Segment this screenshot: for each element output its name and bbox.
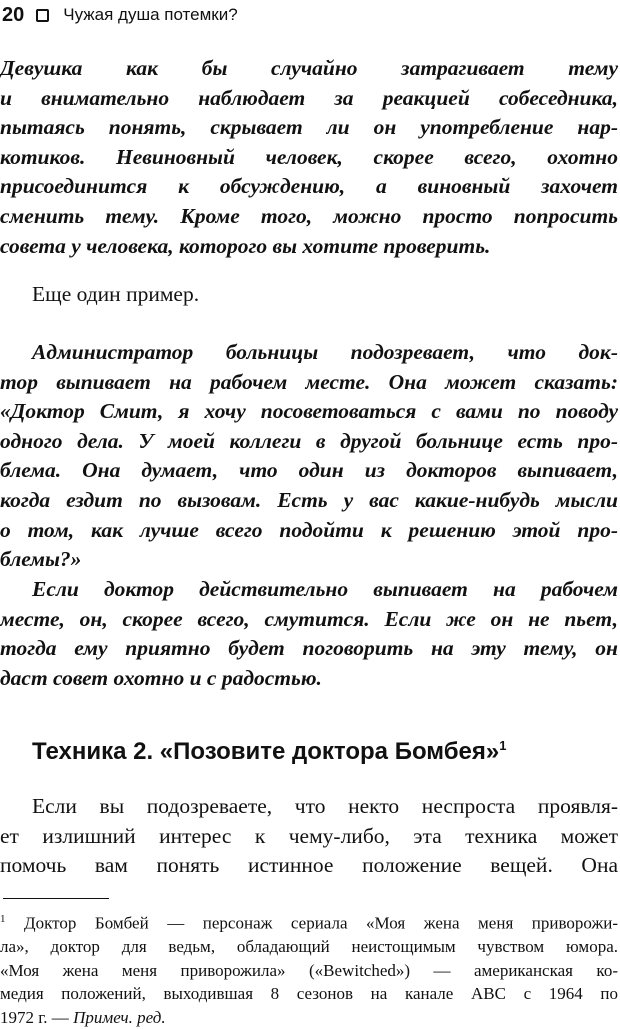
editor-note-label: Примеч. ред. (73, 1007, 166, 1027)
footnote-marker: 1 (0, 913, 6, 925)
page-number: 20 (2, 3, 25, 26)
footnote-line: медия положений, выходившая 8 сезонов на канале ABC с 1964 по (0, 984, 618, 1004)
footnote-text: Доктор Бомбей — персонаж сериала «Моя жена меня приворожи- (24, 913, 618, 933)
footnote-divider (3, 898, 109, 899)
text-line: о том, как лучше всего подойти к решению этой про- (0, 517, 618, 542)
paragraph-technique-intro (0, 792, 618, 881)
text-line: Администратор больницы подозревает, что док- (32, 340, 618, 364)
running-title: Чужая душа потемки? (63, 5, 238, 24)
page-header (2, 2, 238, 28)
paragraph-another-example: Еще один пример. (32, 282, 200, 306)
square-bullet-icon (36, 9, 49, 22)
paragraph-hospital-example (0, 338, 618, 575)
text-line: ет излишний интерес к чему-либо, эта техника может (0, 823, 618, 848)
text-line: присоединится к обсуждению, а виновный захочет (0, 174, 618, 199)
footnote-text: 1972 г. — (0, 1007, 74, 1027)
text-line: блемы?» (0, 547, 82, 572)
paragraph-doctor-reaction (0, 575, 618, 693)
text-line: когда ездит по вызовам. Есть у вас какие-нибудь мысли (0, 487, 618, 512)
text-line: «Доктор Смит, я хочу посоветоваться с вами по поводу (0, 399, 618, 424)
text-line: тогда ему приятно будет поговорить на эту тему, он (0, 636, 618, 661)
text-line: блема. Она думает, что один из докторов выпивает, (0, 458, 618, 483)
text-line: совета у человека, которого вы хотите проверить. (0, 233, 491, 258)
text-line: и внимательно наблюдает за реакцией собеседника, (0, 85, 618, 110)
text-line: Если вы подозреваете, что некто неспроста проявля- (32, 794, 618, 818)
footnote-reference: 1 (499, 738, 507, 753)
footnote-line (0, 908, 618, 935)
footnote (0, 908, 618, 1029)
text-line: даст совет охотно и с радостью. (0, 665, 322, 690)
section-heading-text: Техника 2. «Позовите доктора Бомбея» (32, 738, 500, 765)
footnote-line: ла», доктор для ведьм, обладающий неистощимым чувством юмора. (0, 937, 618, 957)
text-line: пытаясь понять, скрывает ли он употребление нар- (0, 115, 618, 140)
text-line: Девушка как бы случайно затрагивает тему (0, 56, 618, 80)
text-line: одного дела. У моей коллеги в другой больнице есть про- (0, 428, 618, 453)
footnote-line (0, 1006, 618, 1029)
text-line: котиков. Невиновный человек, скорее всего, охотно (0, 144, 618, 169)
text-line: Если доктор действительно выпивает на рабочем (32, 577, 618, 601)
paragraph-girl-example (0, 54, 618, 261)
text-line: тор выпивает на рабочем месте. Она может сказать: (0, 369, 618, 394)
text-line: помочь вам понять истинное положение вещей. Она (0, 853, 618, 878)
footnote-line: «Моя жена меня приворожила» («Bewitched») — американская ко- (0, 960, 618, 980)
section-heading (32, 738, 506, 766)
text-line: сменить тему. Кроме того, можно просто попросить (0, 203, 618, 228)
text-line: месте, он, скорее всего, смутится. Если же он не пьет, (0, 606, 618, 631)
